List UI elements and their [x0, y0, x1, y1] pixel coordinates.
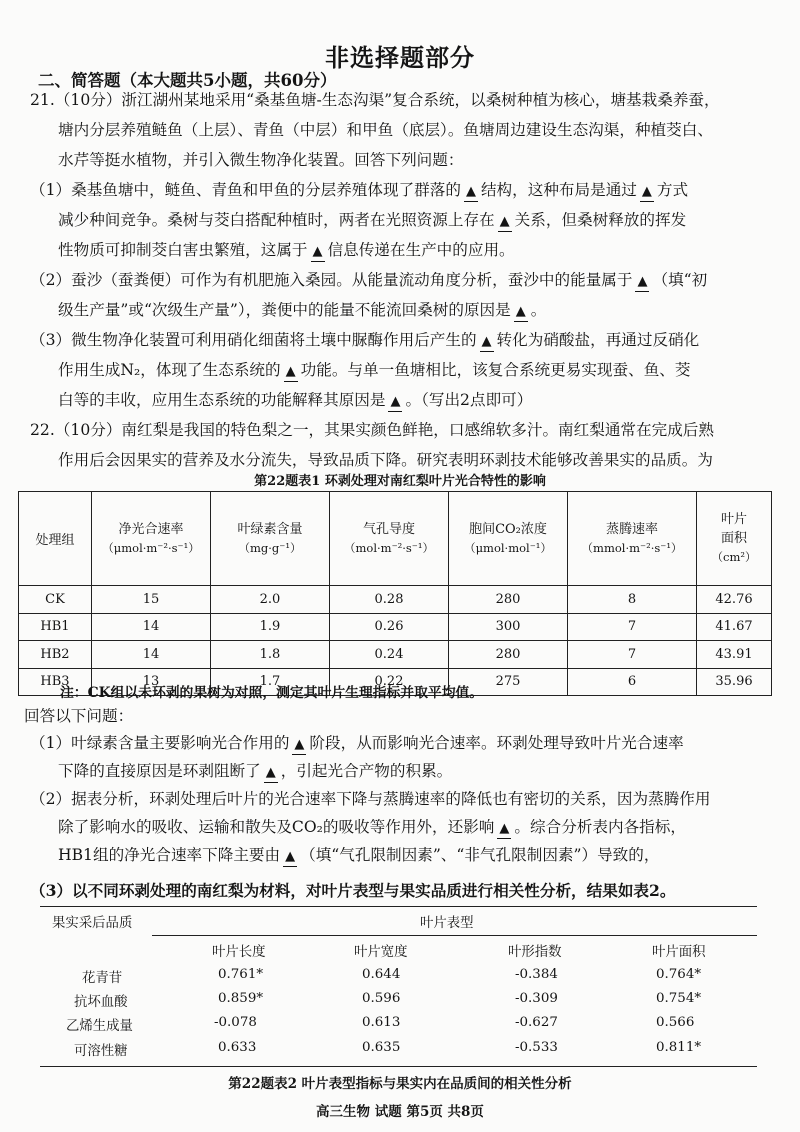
table1-header: 气孔导度 （mol·m⁻²·s⁻¹）: [330, 492, 449, 586]
table2-cell: 0.811*: [656, 1040, 702, 1055]
table2-cell: 0.764*: [656, 967, 702, 982]
q21-line: 水芹等挺水植物，并引入微生物净化装置。回答下列问题：: [58, 151, 464, 169]
page-title: 非选择题部分: [325, 43, 475, 72]
triangle-icon: ▲: [641, 184, 652, 199]
answer-blank: [497, 818, 511, 839]
answer-blank: [264, 762, 278, 783]
q21-part3-line: 作用生成N₂，体现了生态系统的 ▲ 功能。与单一鱼塘相比，该复合系统更易实现蚕、鱼、茭: [58, 360, 690, 382]
triangle-icon: ▲: [265, 765, 276, 780]
table1-header: 净光合速率 （μmol·m⁻²·s⁻¹）: [92, 492, 211, 586]
table2-top-rule: [40, 906, 757, 907]
table1-header-group: 处理组: [19, 492, 92, 586]
answer-blank: [292, 734, 306, 755]
triangle-icon: ▲: [390, 394, 401, 409]
table2-cell: 0.635: [362, 1040, 401, 1055]
q22-line: 22.（10分）南红梨是我国的特色梨之一，其果实颜色鲜艳，口感绵软多汁。南红梨通常在完成后熟: [30, 421, 714, 439]
table2-row-header: 果实采后品质: [52, 916, 133, 931]
table2-group-header: 叶片表型: [420, 916, 474, 931]
table1-header: 胞间CO₂浓度 （μmol·mol⁻¹）: [449, 492, 568, 586]
triangle-icon: ▲: [499, 821, 510, 836]
table2-cell: 0.859*: [218, 991, 264, 1006]
answer-blank: [640, 181, 654, 202]
table2-cell: -0.384: [515, 967, 558, 982]
table1-header: 叶绿素含量 （mg·g⁻¹）: [211, 492, 330, 586]
page-footer: 高三生物 试题 第5页 共8页: [316, 1104, 484, 1120]
q21-line: 21.（10分）浙江湖州某地采用“桑基鱼塘-生态沟渠”复合系统，以桑树种植为核心，塘基栽桑养蚕，: [30, 91, 720, 109]
q22-part2-line: （2）据表分析，环剥处理后叶片的光合速率下降与蒸腾速率的降低也有密切的关系，因为蒸腾作用: [30, 790, 711, 808]
table-row: HB1 14 1.9 0.26 300 7 41.67: [19, 613, 772, 641]
table1-header: 叶片 面积 （cm²）: [697, 492, 772, 586]
q22-part2-line: 除了影响水的吸收、运输和散失及CO₂的吸收等作用外，还影响 ▲ 。综合分析表内各指标，: [58, 817, 686, 839]
q21-part3-line: （3）微生物净化装置可利用硝化细菌将土壤中脲酶作用后产生的 ▲ 转化为硝酸盐，再通过反硝化: [30, 330, 699, 352]
table2-cell: 0.596: [362, 991, 401, 1006]
answer-blank: [464, 181, 478, 202]
triangle-icon: ▲: [294, 737, 305, 752]
table2-cell: 0.754*: [656, 991, 702, 1006]
table2-cell: -0.078: [214, 1015, 257, 1030]
table2-row-label: 抗坏血酸: [74, 995, 128, 1010]
table2-col-header: 叶片宽度: [354, 945, 408, 960]
answer-blank: [635, 271, 649, 292]
triangle-icon: ▲: [515, 304, 526, 319]
table-row: CK 15 2.0 0.28 280 8 42.76: [19, 586, 772, 614]
answer-blank: [388, 391, 402, 412]
triangle-icon: ▲: [499, 214, 510, 229]
section-heading: 二、简答题（本大题共5小题，共60分）: [38, 71, 337, 90]
q22-part2-line: HB1组的净光合速率下降主要由 ▲ （填“气孔限制因素”、“非气孔限制因素”）导致的，: [58, 845, 659, 867]
answer-blank: [283, 846, 297, 867]
table2-cell: -0.533: [515, 1040, 558, 1055]
table2-row-label: 花青苷: [82, 971, 123, 986]
q21-part2-line: （2）蚕沙（蚕粪便）可作为有机肥施入桑园。从能量流动角度分析，蚕沙中的能量属于 ▲ （填“初: [30, 270, 707, 292]
table-row: HB3 13 1.7 0.22 275 6 35.96: [19, 668, 772, 696]
q21-part1-line: 减少种间竞争。桑树与茭白搭配种植时，两者在光照资源上存在 ▲ 关系，但桑树释放的挥发: [58, 210, 686, 232]
table2-cell: 0.644: [362, 967, 401, 982]
table2-caption: 第22题表2 叶片表型指标与果实内在品质间的相关性分析: [228, 1076, 572, 1092]
table2-row-label: 可溶性糖: [74, 1044, 128, 1059]
table2-cell: -0.627: [515, 1015, 558, 1030]
q22-part1-line: （1）叶绿素含量主要影响光合作用的 ▲ 阶段，从而影响光合速率。环剥处理导致叶片光合速率: [30, 733, 684, 755]
table-row: HB2 14 1.8 0.24 280 7 43.91: [19, 641, 772, 669]
answer-blank: [498, 211, 512, 232]
table1: [18, 491, 772, 696]
triangle-icon: ▲: [285, 849, 296, 864]
triangle-icon: ▲: [637, 274, 648, 289]
table2-cell: 0.613: [362, 1015, 401, 1030]
triangle-icon: ▲: [465, 184, 476, 199]
q21-part1-line: （1）桑基鱼塘中，鲢鱼、青鱼和甲鱼的分层养殖体现了群落的 ▲ 结构，这种布局是通过 ▲ 方式: [30, 180, 688, 202]
answer-blank: [284, 361, 298, 382]
table2-sub-rule: [152, 935, 757, 936]
table2-cell: 0.566: [656, 1015, 695, 1030]
answer-blank: [480, 331, 494, 352]
answer-blank: [311, 241, 325, 262]
table2-col-header: 叶形指数: [508, 945, 562, 960]
q22-part1-line: 下降的直接原因是环剥阻断了 ▲ ，引起光合产物的积累。: [58, 761, 452, 783]
table1-header: 蒸腾速率 （mmol·m⁻²·s⁻¹）: [568, 492, 697, 586]
table2-cell: 0.761*: [218, 967, 264, 982]
table2-cell: 0.633: [218, 1040, 257, 1055]
q21-part2-line: 级生产量”或“次级生产量”），粪便中的能量不能流回桑树的原因是 ▲ 。: [58, 300, 546, 322]
q21-line: 塘内分层养殖鲢鱼（上层）、青鱼（中层）和甲鱼（底层）。鱼塘周边建设生态沟渠，种植茭白、: [58, 121, 713, 139]
table2-cell: -0.309: [515, 991, 558, 1006]
triangle-icon: ▲: [481, 334, 492, 349]
table2-row-label: 乙烯生成量: [66, 1019, 133, 1034]
answer-prompt: 回答以下问题：: [24, 707, 134, 725]
table1-caption: 第22题表1 环剥处理对南红梨叶片光合特性的影响: [254, 474, 546, 489]
table2-col-header: 叶片长度: [212, 945, 266, 960]
table2-bottom-rule: [40, 1066, 757, 1067]
q22-part3-line: （3）以不同环剥处理的南红梨为材料，对叶片表型与果实品质进行相关性分析，结果如表2。: [30, 881, 676, 900]
triangle-icon: ▲: [285, 364, 296, 379]
answer-blank: [514, 301, 528, 322]
q21-part1-line: 性物质可抑制茭白害虫繁殖，这属于 ▲ 信息传递在生产中的应用。: [58, 240, 515, 262]
triangle-icon: ▲: [312, 244, 323, 259]
table2-col-header: 叶片面积: [652, 945, 706, 960]
table1-note: 注：CK组以未环剥的果树为对照，测定其叶片生理指标并取平均值。: [60, 685, 484, 701]
q21-part3-line: 白等的丰收，应用生态系统的功能解释其原因是 ▲ 。（写出2点即可）: [58, 390, 532, 412]
q22-line: 作用后会因果实的营养及水分流失，导致品质下降。研究表明环剥技术能够改善果实的品质。为: [58, 451, 713, 469]
